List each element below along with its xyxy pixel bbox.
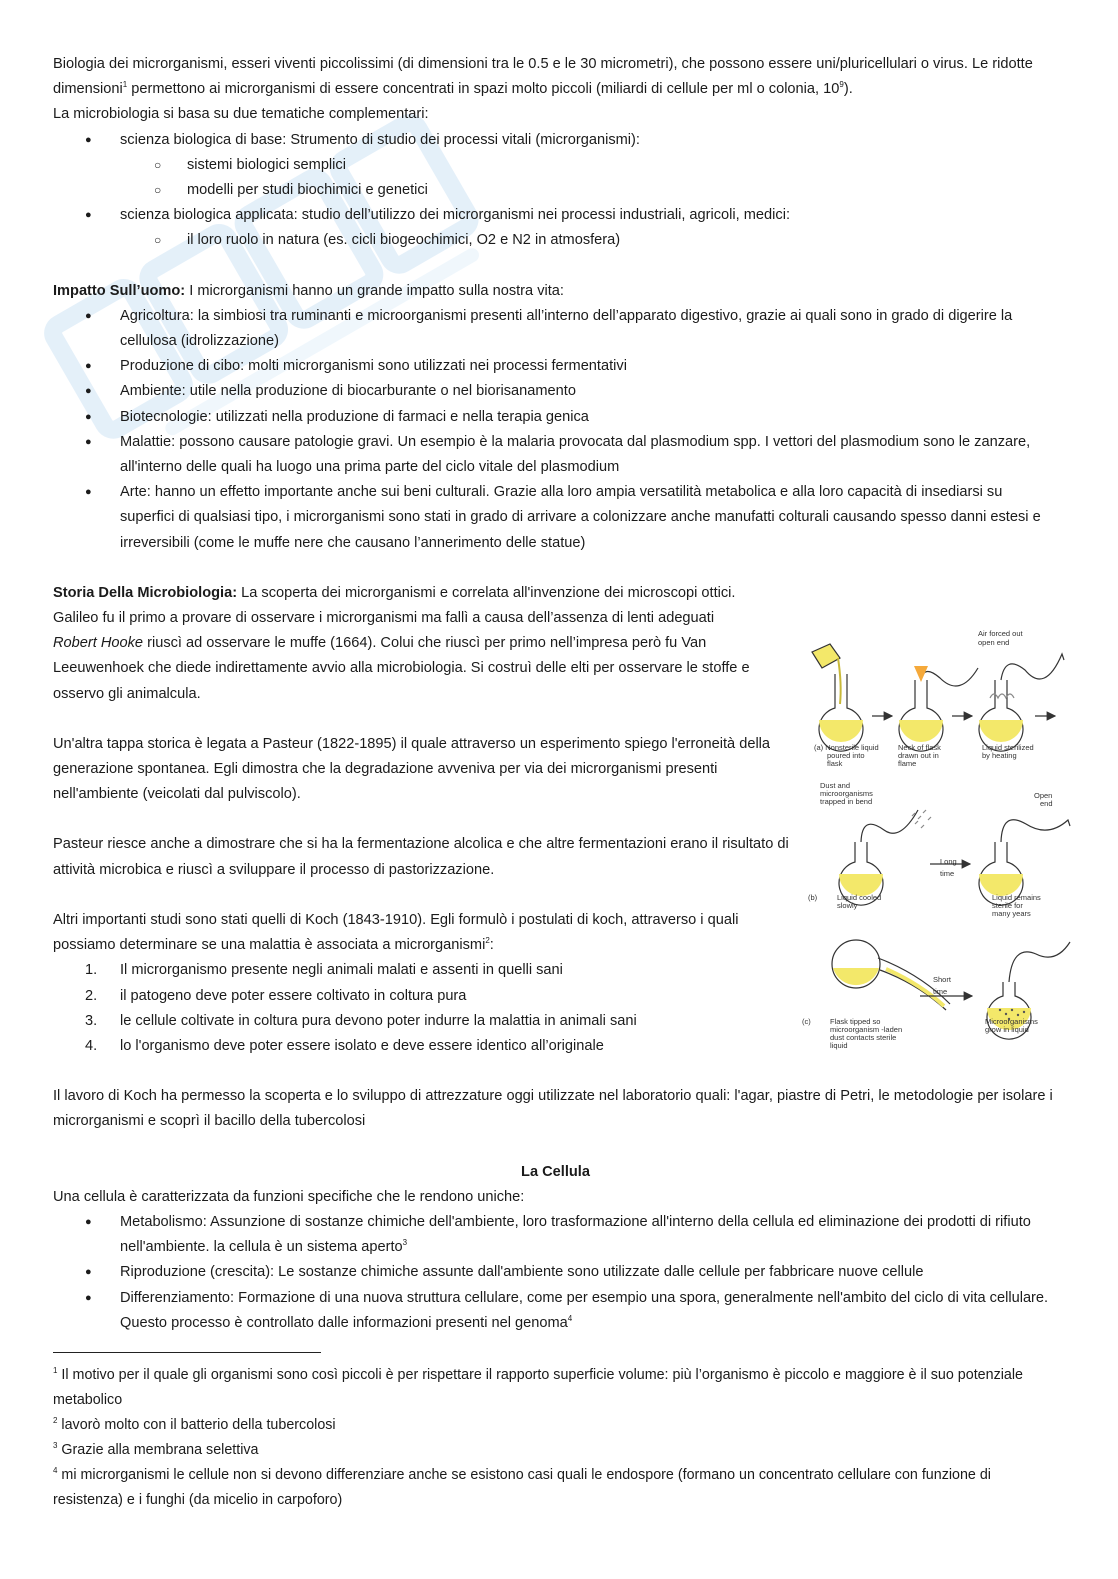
caption-text: time (940, 869, 955, 878)
list-item: ● Agricoltura: la simbiosi tra ruminanti e microorganismi presenti all’interno dell’apparato digestivo, grazie ai quali sono in grado di digerire la cellulosa (idrolizzazione) (53, 304, 1058, 354)
caption-text: (b) (808, 893, 818, 902)
caption-text: Air forced out (978, 629, 1023, 638)
caption-text: Neck of flask (898, 743, 941, 752)
caption-text: Flask tipped so (830, 1017, 881, 1026)
caption-text: drawn out in (898, 751, 939, 760)
koch-paragraph: Altri importanti studi sono stati quelli di Koch (1843-1910). Egli formulò i postulati di koch, attraverso i quali possiamo determinare se una malattia è associata a microrganismi$^2$: (53, 911, 739, 954)
list-item: 1. Il microrganismo presente negli animali malati e assenti in quelli sani (85, 962, 563, 979)
storia-section (53, 581, 793, 1059)
list-item: ● Ambiente: utile nella produzione di biocarburante o nel biorisanamento (53, 379, 1058, 404)
impatto-paragraph: Impatto Sull’uomo: I microrganismi hanno un grande impatto sulla nostra vita: (53, 282, 564, 299)
caption-text: time (933, 987, 948, 996)
caption-text: Long (940, 857, 957, 866)
footnote: $^2$ lavorò molto con il batterio della tubercolosi (53, 1416, 336, 1433)
caption-text: sterile for (992, 901, 1023, 910)
list-item: 2. il patogeno deve poter essere coltivato in coltura pura (85, 987, 467, 1004)
caption-text: end (1040, 799, 1053, 808)
footnote-divider (53, 1352, 321, 1353)
cellula-list (53, 1210, 1058, 1336)
section-heading: Storia Della Microbiologia: (53, 584, 238, 601)
footnote: $^4$ mi microrganismi le cellule non si devono differenziare anche se esistono casi quali le endospore (formano un concentrato cellulare con funzione di resistenza) e i funghi (da micelio in carpoforo) (53, 1466, 991, 1508)
caption-text: (a) Nonsterile liquid (814, 743, 879, 752)
storia-paragraph: Storia Della Microbiologia: La scoperta dei microrganismi e correlata all'invenzione dei microscopi ottici. (53, 584, 736, 601)
list-item: ● Produzione di cibo: molti microrganismi sono utilizzati nei processi fermentativi (53, 354, 1058, 379)
list-subitem: ○ sistemi biologici semplici (53, 153, 1058, 178)
list-item: ● Differenziamento: Formazione di una nuova struttura cellulare, come per esempio una spora, generalmente nell'ambito del ciclo di vita cellulare. Questo processo è controllato dalle informazioni presenti nel genoma$^4$ (53, 1286, 1058, 1336)
caption-text: trapped in bend (820, 797, 873, 806)
caption-text: microorganism -laden (830, 1025, 903, 1034)
caption-text: Short (933, 975, 951, 984)
caption-text: by heating (982, 751, 1017, 760)
galileo-line: Galileo fu il primo a provare di osservare i microrganismi ma fallì a causa dell’assenza di lenti adeguati (53, 610, 715, 627)
list-item: ● scienza biologica applicata: studio dell’utilizzo dei microrganismi nei processi industriali, agricoli, medici: (53, 203, 1058, 228)
caption-text: poured into (827, 751, 865, 760)
cellula-title: La Cellula (521, 1163, 590, 1180)
list-subitem: ○ il loro ruolo in natura (es. cicli biogeochimici, O2 e N2 in atmosfera) (53, 228, 1058, 253)
impatto-list (53, 304, 1058, 556)
list-item: 4. lo l'organismo deve poter essere isolato e deve essere identico all’originale (85, 1037, 604, 1054)
flask-row-a (812, 644, 1064, 751)
hooke-paragraph: Robert Hooke riuscì ad osservare le muffe (1664). Colui che riuscì per primo nell’impresa però fu Van Leeuwenhoek che diede indirettamente avvio alla microbiologia. Si costruì delle elti per osservare le stoffe e osservo gli animalcula. (53, 635, 750, 702)
caption-text: many years (992, 909, 1031, 918)
pasteur-flask-figure (800, 624, 1080, 1064)
list-item: ● Metabolismo: Assunzione di sostanze chimiche dell'ambiente, loro trasformazione all'interno della cellula ed eliminazione dei prodotti di rifiuto nell'ambiente. la cellula è un sistema aperto$^3$ (53, 1210, 1058, 1260)
caption-text: (c) (802, 1017, 811, 1026)
caption-text: microorganisms (820, 789, 873, 798)
list-item: ● Biotecnologie: utilizzati nella produzione di farmaci e nella terapia genica (53, 405, 1058, 430)
footnote: $^3$ Grazie alla membrana selettiva (53, 1441, 259, 1458)
caption-text: flask (827, 759, 843, 768)
list-item: ● Arte: hanno un effetto importante anche sui beni culturali. Grazie alla loro ampia versatilità metabolica e alla loro capacità di insediarsi su superfici di qualsiasi tipo, i microrganismi sono stati in grado di arrivare a colonizzare anche manufatti colturali causando spesso danni estesi e irreversibili (come le muffe nere che causano l’annerimento delle statue) (53, 480, 1058, 556)
pasteur-paragraph-1: Un'altra tappa storica è legata a Pasteur (1822-1895) il quale attraverso un esperimento spiego l'erroneità della generazione spontanea. Egli dimostra che la degradazione avveniva per via dei microrganismi presenti nell'ambiente (veicolati dal pulviscolo). (53, 735, 771, 803)
caption-text: liquid (830, 1041, 848, 1050)
caption-text: Liquid cooled (837, 893, 882, 902)
koch-postulates (53, 958, 793, 1059)
caption-text: Microorganisms (985, 1017, 1038, 1026)
footnote: $^1$ Il motivo per il quale gli organismi sono così piccoli è per rispettare il rapporto superficie volume: più l’organismo è piccolo e maggiore è il suo potenziale metabolico (53, 1366, 1023, 1408)
cellula-lead: Una cellula è caratterizzata da funzioni specifiche che le rendono uniche: (53, 1188, 525, 1205)
list-subitem: ○ modelli per studi biochimici e genetici (53, 178, 1058, 203)
intro-list (53, 128, 1058, 254)
caption-text: slowly (837, 901, 858, 910)
koch-final-paragraph: Il lavoro di Koch ha permesso la scoperta e lo sviluppo di attrezzature oggi utilizzate nel laboratorio quali: l'agar, piastre di Petri, le metodologie per isolare i microrganismi e scoprì il bacillo della tubercolosi (53, 1088, 1053, 1130)
caption-text: open end (978, 638, 1010, 647)
pasteur-paragraph-2: Pasteur riesce anche a dimostrare che si ha la fermentazione alcolica e che altre fermentazioni erano il risultato di attività microbica e riuscì a sviluppare il processo di pastorizzazione. (53, 836, 789, 878)
list-item: ● Riproduzione (crescita): Le sostanze chimiche assunte dall'ambiente sono utilizzate dalle cellule per fabbricare nuove cellule (53, 1260, 1058, 1285)
flask-diagram (800, 624, 1080, 1064)
caption-text: flame (898, 759, 917, 768)
caption-text: Dust and (820, 781, 851, 790)
intro-paragraph: Biologia dei microrganismi, esseri viventi piccolissimi (di dimensioni tra le 0.5 e le 30 micrometri), che possono essere uni/pluricellulari o virus. Le ridotte dimensioni$^1$ permettono ai microrganismi di essere concentrati in spazi molto piccoli (miliardi di cellule per ml o colonia, $10^9$). (53, 56, 1033, 98)
footnotes (53, 1363, 1058, 1513)
section-heading: Impatto Sull’uomo: (53, 282, 186, 299)
list-item: 3. le cellule coltivate in coltura pura devono poter indurre la malattia in animali sani (85, 1012, 637, 1029)
list-item: ● Malattie: possono causare patologie gravi. Un esempio è la malaria provocata dal plasmodium spp. I vettori del plasmodium sono le zanzare, all'interno delle quali ha luogo una prima parte del ciclo vitale del plasmodium (53, 430, 1058, 480)
caption-text: Liquid sterilized (982, 743, 1034, 752)
intro-subtitle: La microbiologia si basa su due tematiche complementari: (53, 106, 429, 123)
list-item: ● scienza biologica di base: Strumento di studio dei processi vitali (microrganismi): (53, 128, 1058, 153)
caption-text: dust contacts sterile (830, 1033, 897, 1042)
caption-text: Open (1034, 791, 1053, 800)
caption-text: Liquid remains (992, 893, 1041, 902)
caption-text: grow in liquid (985, 1025, 1029, 1034)
